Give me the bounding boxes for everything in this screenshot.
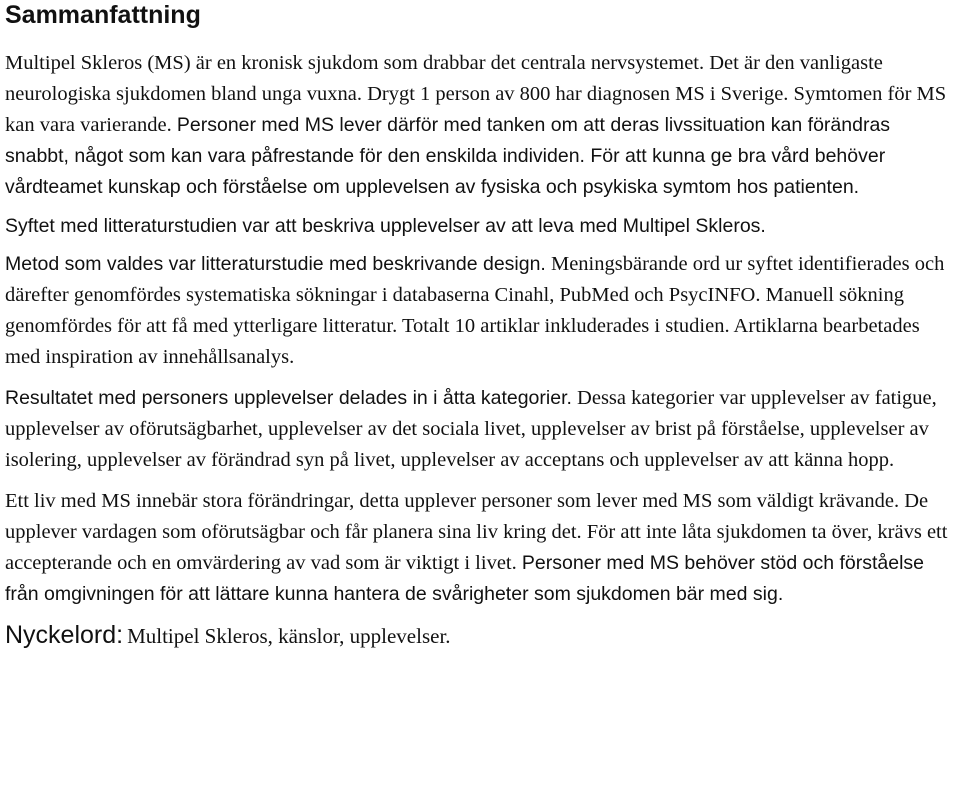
background-text-sans: Personer med MS lever därför med tanken om att deras livssituation kan förändras snabbt, något som kan vara påfrestande för den enskilda individen. För att kunna ge bra vård behöver vårdteamet kunskap och förståelse om upplevelsen av fysiska och psykiska symtom hos patienten. xyxy=(5,114,891,198)
background-text-serif: Multipel Skleros (MS) är en kronisk sjukdom som drabbar det centrala nervsystemet. Det är den vanligaste neurologiska sjukdomen bland unga vuxna. Drygt 1 person av 800 har diagnosen MS i Sverige. Symtomen för MS kan vara varierande. xyxy=(5,52,947,136)
section-title: Sammanfattning xyxy=(5,1,201,29)
paragraph-results xyxy=(5,383,957,476)
conclusion-text-serif: Ett liv med MS innebär stora förändringar, detta upplever personer som lever med MS som väldigt krävande. De upplever vardagen som oförutsägbar och får planera sina liv kring det. För att inte låta sjukdomen ta över, krävs ett accepterande och en omvärdering av vad som är viktigt i livet. xyxy=(5,490,948,574)
keywords-line xyxy=(5,620,957,654)
keywords-label: Nyckelord: xyxy=(5,621,124,649)
keywords-text: Multipel Skleros, känslor, upplevelser. xyxy=(127,624,451,648)
paragraph-aim: Syftet med litteraturstudien var att beskriva upplevelser av att leva med Multipel Skleros. xyxy=(5,215,766,237)
document-page xyxy=(5,0,957,654)
method-text-sans: Metod som valdes var litteraturstudie med beskrivande design. xyxy=(5,253,546,275)
paragraph-conclusion xyxy=(5,486,957,610)
paragraph-method xyxy=(5,249,957,373)
method-text-serif: Meningsbärande ord ur syftet identifierades och därefter genomfördes systematiska sökningar i databaserna Cinahl, PubMed och PsycINFO. Manuell sökning genomfördes för att få med ytterligare litteratur. Totalt 10 artiklar inkluderades i studien. Artiklarna bearbetades med inspiration av innehållsanalys. xyxy=(5,253,945,368)
conclusion-text-sans: Personer med MS behöver stöd och förståelse från omgivningen för att lättare kunna hantera de svårigheter som sjukdomen bär med sig. xyxy=(5,552,924,605)
results-text-serif: Dessa kategorier var upplevelser av fatigue, upplevelser av oförutsägbarhet, upplevelser av det sociala livet, upplevelser av brist på förståelse, upplevelser av isolering, upplevelser av förändrad syn på livet, upplevelser av acceptans och upplevelser av att känna hopp. xyxy=(5,387,937,471)
results-text-sans: Resultatet med personers upplevelser delades in i åtta kategorier. xyxy=(5,387,572,409)
paragraph-background xyxy=(5,48,957,203)
